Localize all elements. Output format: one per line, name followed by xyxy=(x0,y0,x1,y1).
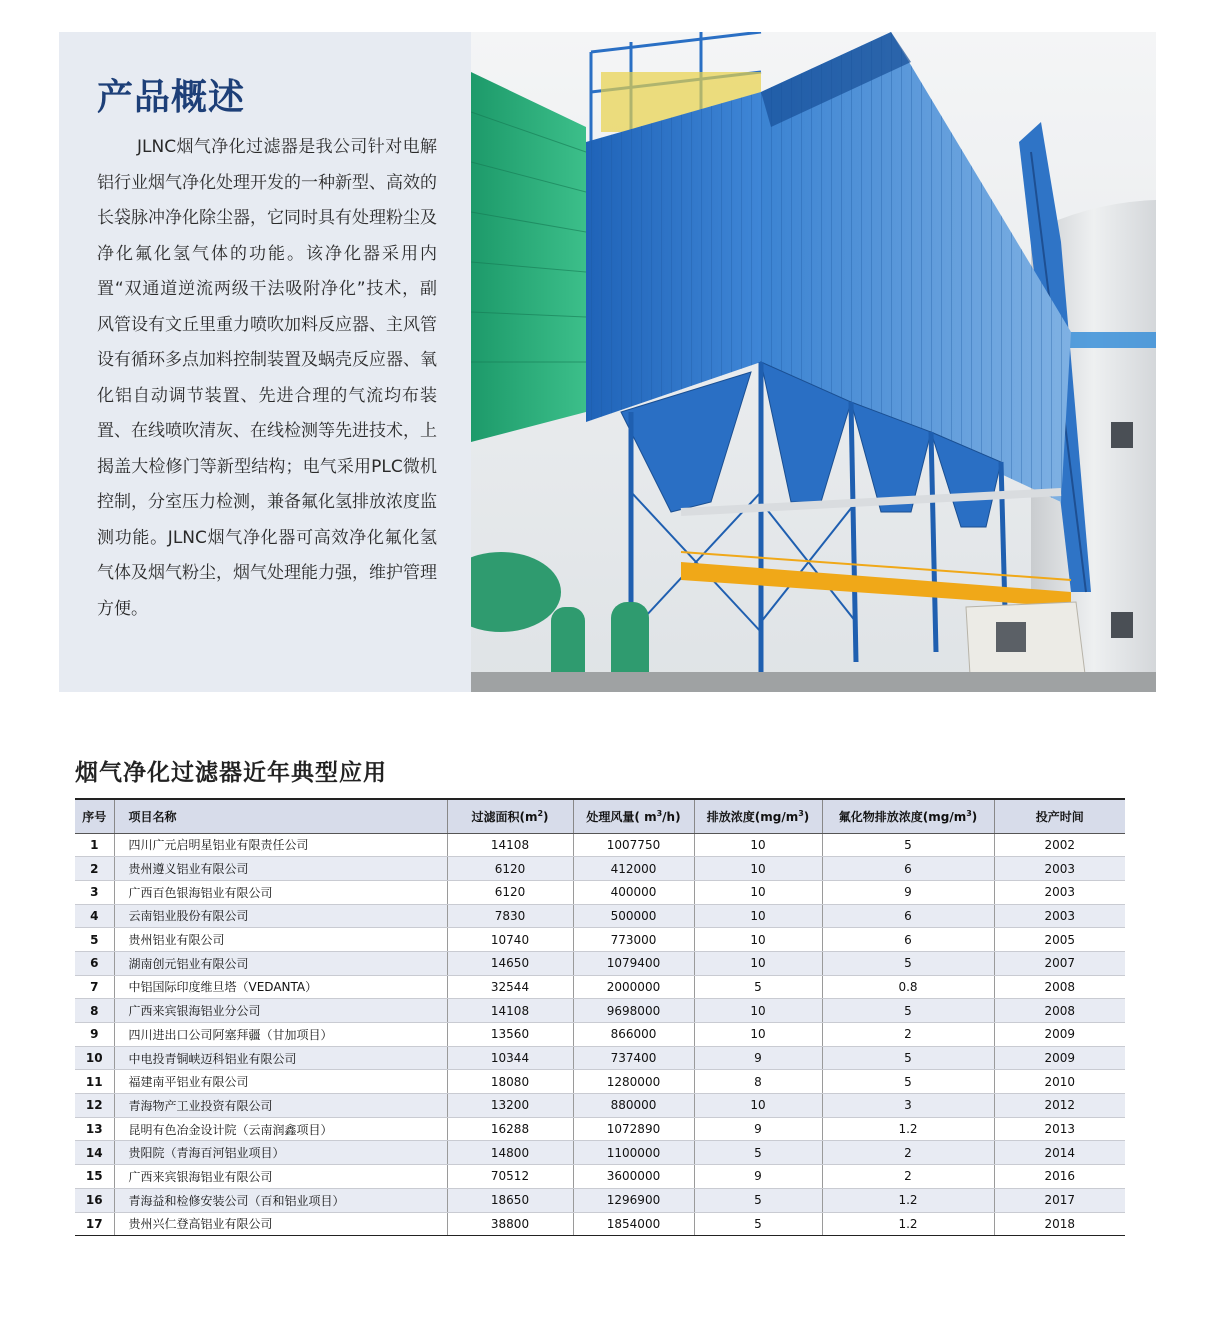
cell-emission-conc: 9 xyxy=(694,1165,822,1189)
cell-emission-conc: 10 xyxy=(694,857,822,881)
cell-no: 13 xyxy=(75,1117,114,1141)
cell-filter-area: 7830 xyxy=(447,904,573,928)
cell-emission-conc: 5 xyxy=(694,1188,822,1212)
col-header-fluoride: 氟化物排放浓度$(mg/m^3)$ xyxy=(822,799,994,833)
cell-no: 15 xyxy=(75,1165,114,1189)
cell-fluoride-conc: 1.2 xyxy=(822,1188,994,1212)
cell-year: 2014 xyxy=(994,1141,1125,1165)
cell-filter-area: 16288 xyxy=(447,1117,573,1141)
cell-project-name: 广西百色银海铝业有限公司 xyxy=(114,880,447,904)
table-row xyxy=(75,1023,1125,1047)
applications-table-wrapper xyxy=(75,798,1125,1236)
cell-project-name: 贵州遵义铝业有限公司 xyxy=(114,857,447,881)
cell-project-name: 贵州铝业有限公司 xyxy=(114,928,447,952)
cell-filter-area: 32544 xyxy=(447,975,573,999)
ground xyxy=(471,672,1156,692)
cell-filter-area: 13560 xyxy=(447,1023,573,1047)
cell-project-name: 广西来宾银海铝业分公司 xyxy=(114,999,447,1023)
cell-year: 2013 xyxy=(994,1117,1125,1141)
cell-air-flow: 3600000 xyxy=(573,1165,694,1189)
cell-air-flow: 1079400 xyxy=(573,951,694,975)
table-row xyxy=(75,1212,1125,1236)
table-row xyxy=(75,857,1125,881)
cell-no: 12 xyxy=(75,1094,114,1118)
table-row xyxy=(75,1046,1125,1070)
cell-fluoride-conc: 5 xyxy=(822,999,994,1023)
cell-filter-area: 6120 xyxy=(447,857,573,881)
table-row xyxy=(75,1094,1125,1118)
cell-fluoride-conc: 3 xyxy=(822,1094,994,1118)
cell-fluoride-conc: 2 xyxy=(822,1023,994,1047)
cell-year: 2009 xyxy=(994,1023,1125,1047)
cell-project-name: 广西来宾银海铝业有限公司 xyxy=(114,1165,447,1189)
cell-filter-area: 70512 xyxy=(447,1165,573,1189)
cell-air-flow: 500000 xyxy=(573,904,694,928)
table-row xyxy=(75,1117,1125,1141)
intro-text-block xyxy=(97,72,437,627)
cell-year: 2007 xyxy=(994,951,1125,975)
cell-project-name: 湖南创元铝业有限公司 xyxy=(114,951,447,975)
cell-fluoride-conc: 5 xyxy=(822,833,994,857)
cell-air-flow: 866000 xyxy=(573,1023,694,1047)
table-row xyxy=(75,904,1125,928)
cell-project-name: 福建南平铝业有限公司 xyxy=(114,1070,447,1094)
cell-filter-area: 14108 xyxy=(447,999,573,1023)
cell-air-flow: 880000 xyxy=(573,1094,694,1118)
cell-fluoride-conc: 2 xyxy=(822,1165,994,1189)
table-row xyxy=(75,1165,1125,1189)
cell-emission-conc: 5 xyxy=(694,975,822,999)
cell-year: 2010 xyxy=(994,1070,1125,1094)
cell-no: 16 xyxy=(75,1188,114,1212)
cell-filter-area: 6120 xyxy=(447,880,573,904)
cell-filter-area: 13200 xyxy=(447,1094,573,1118)
cell-no: 17 xyxy=(75,1212,114,1236)
cell-fluoride-conc: 5 xyxy=(822,951,994,975)
silo-window xyxy=(1111,612,1133,638)
table-row xyxy=(75,999,1125,1023)
cell-no: 11 xyxy=(75,1070,114,1094)
table-header-row xyxy=(75,799,1125,833)
table-row xyxy=(75,1141,1125,1165)
cell-no: 10 xyxy=(75,1046,114,1070)
cell-emission-conc: 10 xyxy=(694,999,822,1023)
cell-no: 8 xyxy=(75,999,114,1023)
cell-no: 9 xyxy=(75,1023,114,1047)
page-title: 产品概述 xyxy=(97,77,246,118)
col-header-conc: 排放浓度$(mg/m^3)$ xyxy=(694,799,822,833)
cell-filter-area: 38800 xyxy=(447,1212,573,1236)
cell-emission-conc: 5 xyxy=(694,1212,822,1236)
cell-filter-area: 10344 xyxy=(447,1046,573,1070)
table-row xyxy=(75,975,1125,999)
cell-emission-conc: 10 xyxy=(694,951,822,975)
applications-table xyxy=(75,798,1125,1236)
col-header-name: 项目名称 xyxy=(114,799,447,833)
cell-project-name: 青海物产工业投资有限公司 xyxy=(114,1094,447,1118)
cell-emission-conc: 10 xyxy=(694,1023,822,1047)
cell-project-name: 云南铝业股份有限公司 xyxy=(114,904,447,928)
cabin-window xyxy=(996,622,1026,652)
cell-air-flow: 773000 xyxy=(573,928,694,952)
cell-air-flow: 1100000 xyxy=(573,1141,694,1165)
cell-year: 2002 xyxy=(994,833,1125,857)
intro-paragraph: JLNC烟气净化过滤器是我公司针对电解铝行业烟气净化处理开发的一种新型、高效的长袋脉冲净化除尘器，它同时具有处理粉尘及净化氟化氢气体的功能。该净化器采用内置“双通道逆流两级干法吸附净化”技术，副风管设有文丘里重力喷吹加料反应器、主风管设有循环多点加料控制装置及蜗壳反应器、氧化铝自动调节装置、先进合理的气流均布装置、在线喷吹清灰、在线检测等先进技术，上揭盖大检修门等新型结构；电气采用PLC微机控制，分室压力检测，兼备氟化氢排放浓度监测功能。JLNC烟气净化器可高效净化氟化氢气体及烟气粉尘，烟气处理能力强，维护管理方便。 xyxy=(97,137,437,619)
cell-fluoride-conc: 2 xyxy=(822,1141,994,1165)
green-building xyxy=(471,72,586,442)
cell-no: 5 xyxy=(75,928,114,952)
cell-fluoride-conc: 1.2 xyxy=(822,1117,994,1141)
cell-year: 2005 xyxy=(994,928,1125,952)
cell-filter-area: 14800 xyxy=(447,1141,573,1165)
cell-filter-area: 14108 xyxy=(447,833,573,857)
filter-plant-photo xyxy=(471,32,1156,692)
cell-year: 2017 xyxy=(994,1188,1125,1212)
cell-no: 14 xyxy=(75,1141,114,1165)
silo-window xyxy=(1111,422,1133,448)
cell-fluoride-conc: 6 xyxy=(822,857,994,881)
cell-project-name: 昆明有色冶金设计院（云南润鑫项目） xyxy=(114,1117,447,1141)
cell-fluoride-conc: 1.2 xyxy=(822,1212,994,1236)
cell-year: 2016 xyxy=(994,1165,1125,1189)
cell-project-name: 四川进出口公司阿塞拜疆（甘加项目） xyxy=(114,1023,447,1047)
cell-fluoride-conc: 0.8 xyxy=(822,975,994,999)
cell-fluoride-conc: 5 xyxy=(822,1046,994,1070)
cell-year: 2018 xyxy=(994,1212,1125,1236)
cell-filter-area: 18080 xyxy=(447,1070,573,1094)
cell-year: 2003 xyxy=(994,904,1125,928)
cell-filter-area: 14650 xyxy=(447,951,573,975)
cell-project-name: 贵州兴仁登高铝业有限公司 xyxy=(114,1212,447,1236)
cell-year: 2003 xyxy=(994,880,1125,904)
cell-air-flow: 1072890 xyxy=(573,1117,694,1141)
cell-project-name: 贵阳院（青海百河铝业项目） xyxy=(114,1141,447,1165)
cell-air-flow: 1280000 xyxy=(573,1070,694,1094)
cell-project-name: 中铝国际印度维旦塔（VEDANTA） xyxy=(114,975,447,999)
cell-no: 4 xyxy=(75,904,114,928)
table-row xyxy=(75,1070,1125,1094)
cell-year: 2012 xyxy=(994,1094,1125,1118)
cell-year: 2008 xyxy=(994,999,1125,1023)
cell-emission-conc: 10 xyxy=(694,833,822,857)
col-header-no: 序号 xyxy=(75,799,114,833)
cell-air-flow: 2000000 xyxy=(573,975,694,999)
cell-emission-conc: 10 xyxy=(694,904,822,928)
cell-fluoride-conc: 6 xyxy=(822,904,994,928)
cell-fluoride-conc: 9 xyxy=(822,880,994,904)
cell-project-name: 中电投青铜峡迈科铝业有限公司 xyxy=(114,1046,447,1070)
cell-emission-conc: 8 xyxy=(694,1070,822,1094)
col-header-flow: 处理风量( $m^3/h$) xyxy=(573,799,694,833)
cell-air-flow: 9698000 xyxy=(573,999,694,1023)
cell-year: 2003 xyxy=(994,857,1125,881)
cell-emission-conc: 9 xyxy=(694,1046,822,1070)
table-row xyxy=(75,951,1125,975)
cell-air-flow: 737400 xyxy=(573,1046,694,1070)
cell-emission-conc: 10 xyxy=(694,1094,822,1118)
col-header-year: 投产时间 xyxy=(994,799,1125,833)
cell-year: 2009 xyxy=(994,1046,1125,1070)
cell-filter-area: 10740 xyxy=(447,928,573,952)
table-row xyxy=(75,1188,1125,1212)
cell-no: 6 xyxy=(75,951,114,975)
cell-emission-conc: 9 xyxy=(694,1117,822,1141)
cell-fluoride-conc: 5 xyxy=(822,1070,994,1094)
table-row xyxy=(75,880,1125,904)
cell-air-flow: 412000 xyxy=(573,857,694,881)
cell-year: 2008 xyxy=(994,975,1125,999)
cell-emission-conc: 10 xyxy=(694,880,822,904)
cell-air-flow: 1007750 xyxy=(573,833,694,857)
cell-no: 3 xyxy=(75,880,114,904)
table-row xyxy=(75,928,1125,952)
table-row xyxy=(75,833,1125,857)
cell-no: 7 xyxy=(75,975,114,999)
cell-air-flow: 1296900 xyxy=(573,1188,694,1212)
cell-air-flow: 400000 xyxy=(573,880,694,904)
cell-fluoride-conc: 6 xyxy=(822,928,994,952)
cell-project-name: 青海益和检修安装公司（百和铝业项目） xyxy=(114,1188,447,1212)
cell-air-flow: 1854000 xyxy=(573,1212,694,1236)
cell-project-name: 四川广元启明星铝业有限责任公司 xyxy=(114,833,447,857)
col-header-area: 过滤面积$(m^2)$ xyxy=(447,799,573,833)
cell-no: 2 xyxy=(75,857,114,881)
cell-emission-conc: 5 xyxy=(694,1141,822,1165)
cell-no: 1 xyxy=(75,833,114,857)
cell-emission-conc: 10 xyxy=(694,928,822,952)
section-title: 烟气净化过滤器近年典型应用 xyxy=(75,760,387,786)
cell-filter-area: 18650 xyxy=(447,1188,573,1212)
table-body xyxy=(75,833,1125,1236)
